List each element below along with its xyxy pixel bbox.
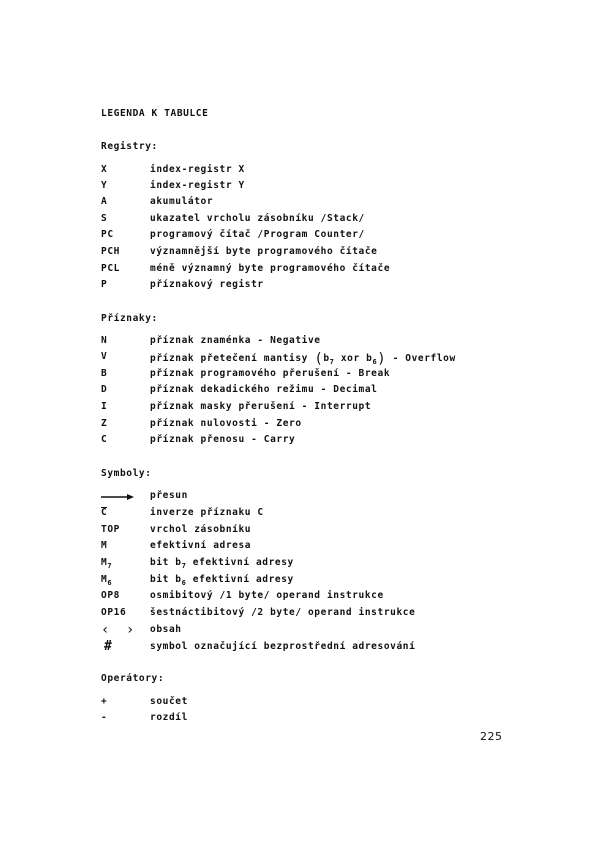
flag-description: příznak nulovosti - Zero bbox=[150, 418, 302, 429]
list-item bbox=[101, 401, 521, 415]
symbol-name: M bbox=[101, 540, 108, 551]
symbol-description: šestnáctibitový /2 byte/ operand instrukce bbox=[150, 607, 416, 618]
list-item bbox=[101, 696, 521, 710]
list-item bbox=[101, 263, 521, 277]
inverted-carry-symbol: C bbox=[101, 507, 108, 518]
register-symbol: P bbox=[101, 279, 108, 290]
register-symbol: PCL bbox=[101, 263, 120, 274]
bit-letter: b bbox=[175, 574, 182, 585]
symbol-description bbox=[150, 574, 294, 587]
document-title: LEGENDA K TABULCE bbox=[101, 108, 209, 119]
symbol-description bbox=[150, 557, 294, 570]
list-item bbox=[101, 246, 521, 260]
symbol-subscript: 7 bbox=[107, 562, 113, 570]
flags-heading: Příznaky: bbox=[101, 313, 158, 324]
symbol-description: symbol označující bezprostřední adresování bbox=[150, 641, 416, 652]
list-item bbox=[101, 368, 521, 382]
bit-b7: b bbox=[323, 353, 330, 364]
list-item bbox=[101, 213, 521, 227]
symbols-heading: Symboly: bbox=[101, 468, 152, 479]
register-description: ukazatel vrcholu zásobníku /Stack/ bbox=[150, 213, 365, 224]
open-paren: ( bbox=[314, 351, 324, 367]
list-item bbox=[101, 229, 521, 243]
symbol-description: obsah bbox=[150, 624, 182, 635]
symbol-description-text: bit bbox=[150, 574, 176, 585]
registers-heading: Registry: bbox=[101, 141, 158, 152]
bit-subscript: 6 bbox=[181, 579, 187, 587]
register-symbol: Y bbox=[101, 180, 108, 191]
list-item bbox=[101, 712, 521, 726]
symbol-subscript: 6 bbox=[107, 579, 113, 587]
list-item bbox=[101, 196, 521, 210]
list-item bbox=[101, 540, 521, 554]
register-description: příznakový registr bbox=[150, 279, 264, 290]
register-description: akumulátor bbox=[150, 196, 214, 207]
list-item bbox=[101, 557, 521, 571]
list-item bbox=[101, 384, 521, 398]
flag-symbol: D bbox=[101, 384, 108, 395]
hash-icon: # bbox=[104, 639, 113, 654]
symbol-name: TOP bbox=[101, 524, 120, 535]
list-item bbox=[101, 434, 521, 448]
operator-description: rozdíl bbox=[150, 712, 188, 723]
operator-description: součet bbox=[150, 696, 188, 707]
list-item bbox=[101, 279, 521, 293]
flag-description: příznak přenosu - Carry bbox=[150, 434, 296, 445]
page-number: 225 bbox=[480, 730, 503, 743]
register-symbol: S bbox=[101, 213, 108, 224]
register-symbol: X bbox=[101, 164, 108, 175]
operator-symbol: + bbox=[101, 696, 108, 707]
register-description: programový čítač /Program Counter/ bbox=[150, 229, 365, 240]
list-item bbox=[101, 335, 521, 349]
close-paren: ) bbox=[377, 351, 387, 367]
symbol-description-suffix: efektivní adresy bbox=[186, 557, 294, 568]
flag-symbol: I bbox=[101, 401, 108, 412]
list-item bbox=[101, 574, 521, 588]
symbol-name: OP8 bbox=[101, 590, 120, 601]
register-description: významnější byte programového čítače bbox=[150, 246, 378, 257]
list-item bbox=[101, 164, 521, 178]
symbol-letter: M bbox=[101, 557, 108, 568]
register-description: méně významný byte programového čítače bbox=[150, 263, 391, 274]
operators-heading: Operátory: bbox=[101, 673, 165, 684]
symbol-name bbox=[101, 574, 112, 587]
flag-symbol: C bbox=[101, 434, 108, 445]
list-item bbox=[101, 590, 521, 604]
register-symbol: PC bbox=[101, 229, 114, 240]
register-symbol: A bbox=[101, 196, 108, 207]
flag-description-text: příznak přetečení mantisy bbox=[150, 353, 315, 364]
symbol-description-suffix: efektivní adresy bbox=[186, 574, 294, 585]
flag-description: příznak masky přerušení - Interrupt bbox=[150, 401, 372, 412]
register-description: index-registr X bbox=[150, 164, 245, 175]
list-item bbox=[101, 524, 521, 538]
list-item bbox=[101, 622, 521, 636]
list-item bbox=[101, 351, 521, 365]
symbol-description: vrchol zásobníku bbox=[150, 524, 252, 535]
list-item bbox=[101, 639, 521, 653]
symbol-description-text: bit bbox=[150, 557, 176, 568]
symbol-description: osmibitový /1 byte/ operand instrukce bbox=[150, 590, 384, 601]
list-item bbox=[101, 180, 521, 194]
bit-b6: b bbox=[366, 353, 373, 364]
list-item bbox=[101, 607, 521, 621]
flag-symbol: N bbox=[101, 335, 108, 346]
register-description: index-registr Y bbox=[150, 180, 245, 191]
symbol-description: efektivní adresa bbox=[150, 540, 252, 551]
flag-description: příznak programového přerušení - Break bbox=[150, 368, 391, 379]
angle-brackets-icon: ‹ › bbox=[101, 622, 139, 638]
flag-symbol: B bbox=[101, 368, 108, 379]
list-item bbox=[101, 507, 521, 521]
flag-description: příznak znaménka - Negative bbox=[150, 335, 321, 346]
symbol-name: OP16 bbox=[101, 607, 127, 618]
flag-description: příznak dekadického režimu - Decimal bbox=[150, 384, 378, 395]
bit-subscript: 7 bbox=[181, 562, 187, 570]
list-item bbox=[101, 418, 521, 432]
list-item bbox=[101, 490, 521, 504]
operator-symbol: - bbox=[101, 712, 108, 723]
flag-description bbox=[150, 351, 456, 367]
bit-subscript: 7 bbox=[329, 358, 335, 366]
flag-symbol: V bbox=[101, 351, 108, 362]
right-arrow-icon bbox=[101, 494, 134, 500]
bit-subscript: 6 bbox=[372, 358, 378, 366]
symbol-description: přesun bbox=[150, 490, 188, 501]
xor-operator: xor bbox=[334, 353, 367, 364]
flag-symbol: Z bbox=[101, 418, 108, 429]
symbol-letter: M bbox=[101, 574, 108, 585]
flag-description-suffix: - Overflow bbox=[386, 353, 456, 364]
register-symbol: PCH bbox=[101, 246, 120, 257]
bit-letter: b bbox=[175, 557, 182, 568]
symbol-description: inverze příznaku C bbox=[150, 507, 264, 518]
symbol-name bbox=[101, 557, 112, 570]
